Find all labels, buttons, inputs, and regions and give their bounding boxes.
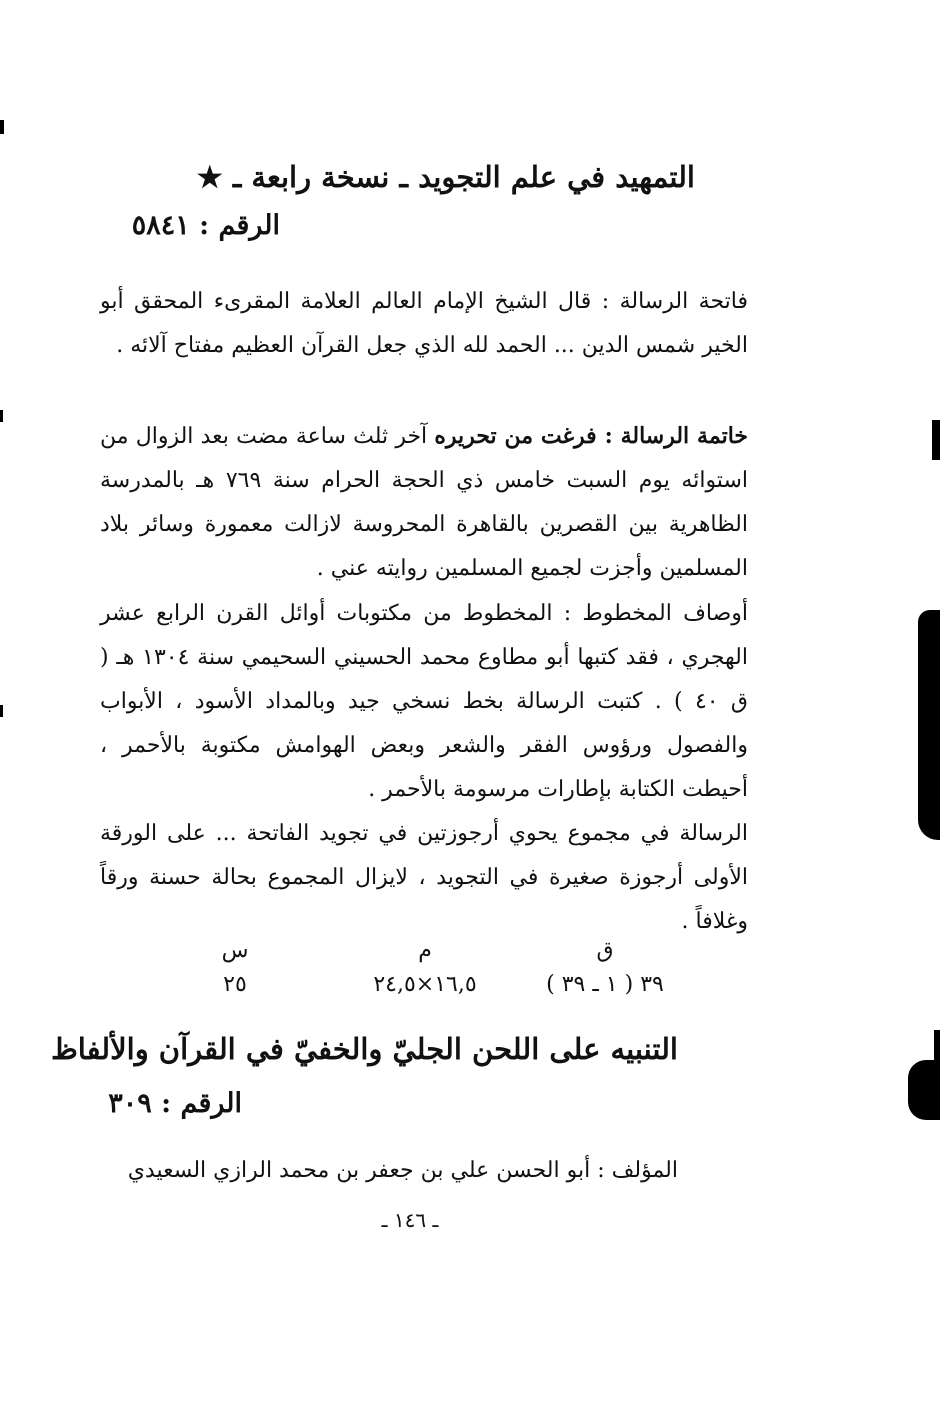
closing-label: خاتمة الرسالة : فرغت من تحريره: [434, 423, 748, 449]
collection-note: الرسالة في مجموع يحوي أرجوزتين في تجويد الفاتحة ... على الورقة الأولى أرجوزة صغيرة في التجويد ، لايزال المجموع بحالة حسنة ورقاً وغلافاً .: [100, 821, 748, 934]
closing-paragraph: [100, 414, 748, 591]
author-line: المؤلف : أبو الحسن علي بن جعفر بن محمد الرازي السعيدي: [127, 1158, 678, 1183]
measure-value-folios: ٣٩ ( ١ ـ ٣٩ ): [546, 972, 664, 997]
entry-title: التمهيد في علم التجويد ـ نسخة رابعة ـ ★: [196, 160, 695, 194]
scan-edge-mark: [0, 120, 4, 134]
entry-number: الرقم : ٥٨٤١: [131, 210, 280, 241]
scan-edge-mark: [908, 1060, 940, 1120]
page-number: ـ ١٤٦ ـ: [381, 1208, 439, 1232]
opening-paragraph: [100, 280, 748, 368]
scan-edge-mark: [934, 1030, 940, 1060]
opening-label: فاتحة الرسالة :: [601, 289, 748, 314]
measure-value-size: ١٦,٥×٢٤,٥: [373, 972, 477, 997]
closing-text: آخر ثلث ساعة مضت بعد الزوال من استوائه يوم السبت خامس ذي الحجة الحرام سنة ٧٦٩ هـ بالمدرسة الظاهرية بين القصرين بالقاهرة المحروسة لازالت معمورة وسائر بلاد المسلمين وأجزت لجميع المسلمين روايته عني .: [100, 424, 748, 581]
measure-header-size: م: [418, 938, 432, 963]
scan-edge-mark: [932, 420, 940, 460]
measure-header-lines: س: [221, 938, 249, 963]
entry2-title: التنبيه على اللحن الجليّ والخفيّ في القرآن والألفاظ: [50, 1032, 678, 1066]
scan-edge-mark: [918, 610, 940, 840]
scan-edge-mark: [0, 705, 3, 717]
scan-edge-mark: [0, 410, 3, 422]
manuscript-description: أوصاف المخطوط : المخطوط من مكتوبات أوائل القرن الرابع عشر الهجري ، فقد كتبها أبو مطاوع محمد الحسيني السحيمي سنة ١٣٠٤ هـ ( ق ٤٠ ) . كتبت الرسالة بخط نسخي جيد وبالمداد الأسود ، الأبواب والفصول ورؤوس الفقر والشعر وبعض الهوامش مكتوبة بالأحمر ، أحيطت الكتابة بإطارات مرسومة بالأحمر .: [100, 601, 748, 802]
measure-value-lines: ٢٥: [223, 972, 247, 997]
measure-header-folios: ق: [596, 938, 614, 963]
opening-text: قال الشيخ الإمام العالم العلامة المقرىء المحقق أبو الخير شمس الدين ... الحمد لله الذي جعل القرآن العظيم مفتاح آلائه .: [100, 289, 748, 358]
entry2-number: الرقم : ٣٠٩: [108, 1088, 242, 1119]
